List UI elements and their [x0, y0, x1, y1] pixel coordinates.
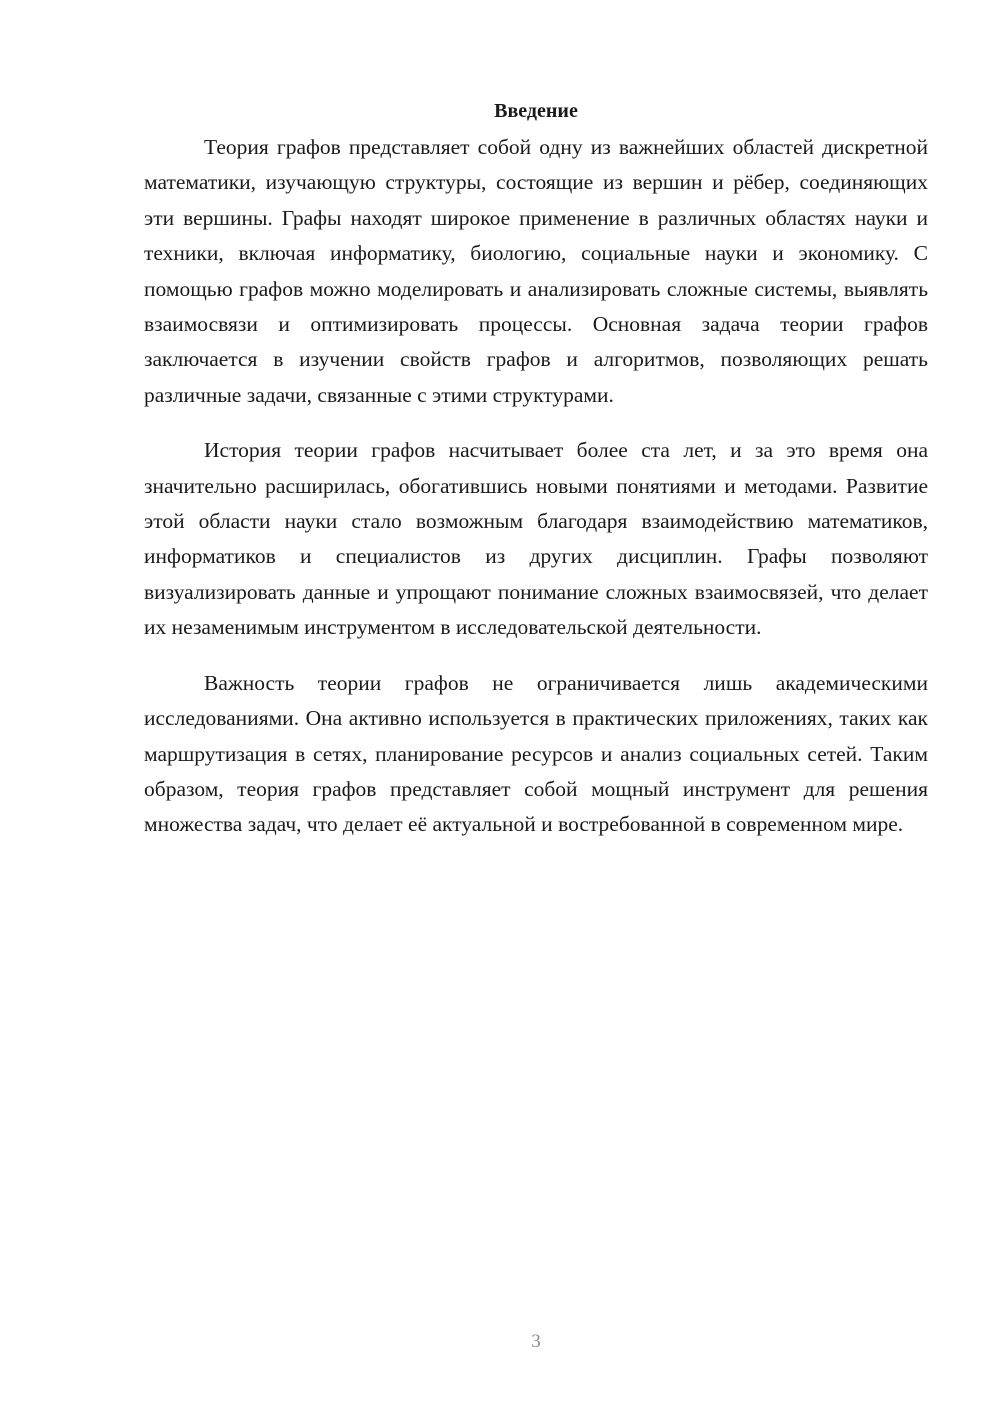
page-number: 3	[531, 1331, 541, 1352]
paragraph-2: История теории графов насчитывает более ста лет, и за это время она значительно расширилась, обогатившись новыми понятиями и методами. Развитие этой области науки стало возможным благодаря взаимодействию математиков, информатиков и специалистов из других дисциплин. Графы позволяют визуализировать данные и упрощают понимание сложных взаимосвязей, что делает их незаменимым инструментом в исследовательской деятельности.	[144, 438, 928, 640]
paragraph-1: Теория графов представляет собой одну из важнейших областей дискретной математики, изучающую структуры, состоящие из вершин и рёбер, соединяющих эти вершины. Графы находят широкое применение в различных областях науки и техники, включая информатику, биологию, социальные науки и экономику. С помощью графов можно моделировать и анализировать сложные системы, выявлять взаимосвязи и оптимизировать процессы. Основная задача теории графов заключается в изучении свойств графов и алгоритмов, позволяющих решать различные задачи, связанные с этими структурами.	[144, 135, 928, 407]
page-content	[144, 96, 928, 863]
section-heading: Введение	[494, 100, 578, 122]
paragraph-3: Важность теории графов не ограничивается лишь академическими исследованиями. Она активно используется в практических приложениях, таких как маршрутизация в сетях, планирование ресурсов и анализ социальных сетей. Таким образом, теория графов представляет собой мощный инструмент для решения множества задач, что делает её актуальной и востребованной в современном мире.	[144, 670, 928, 837]
